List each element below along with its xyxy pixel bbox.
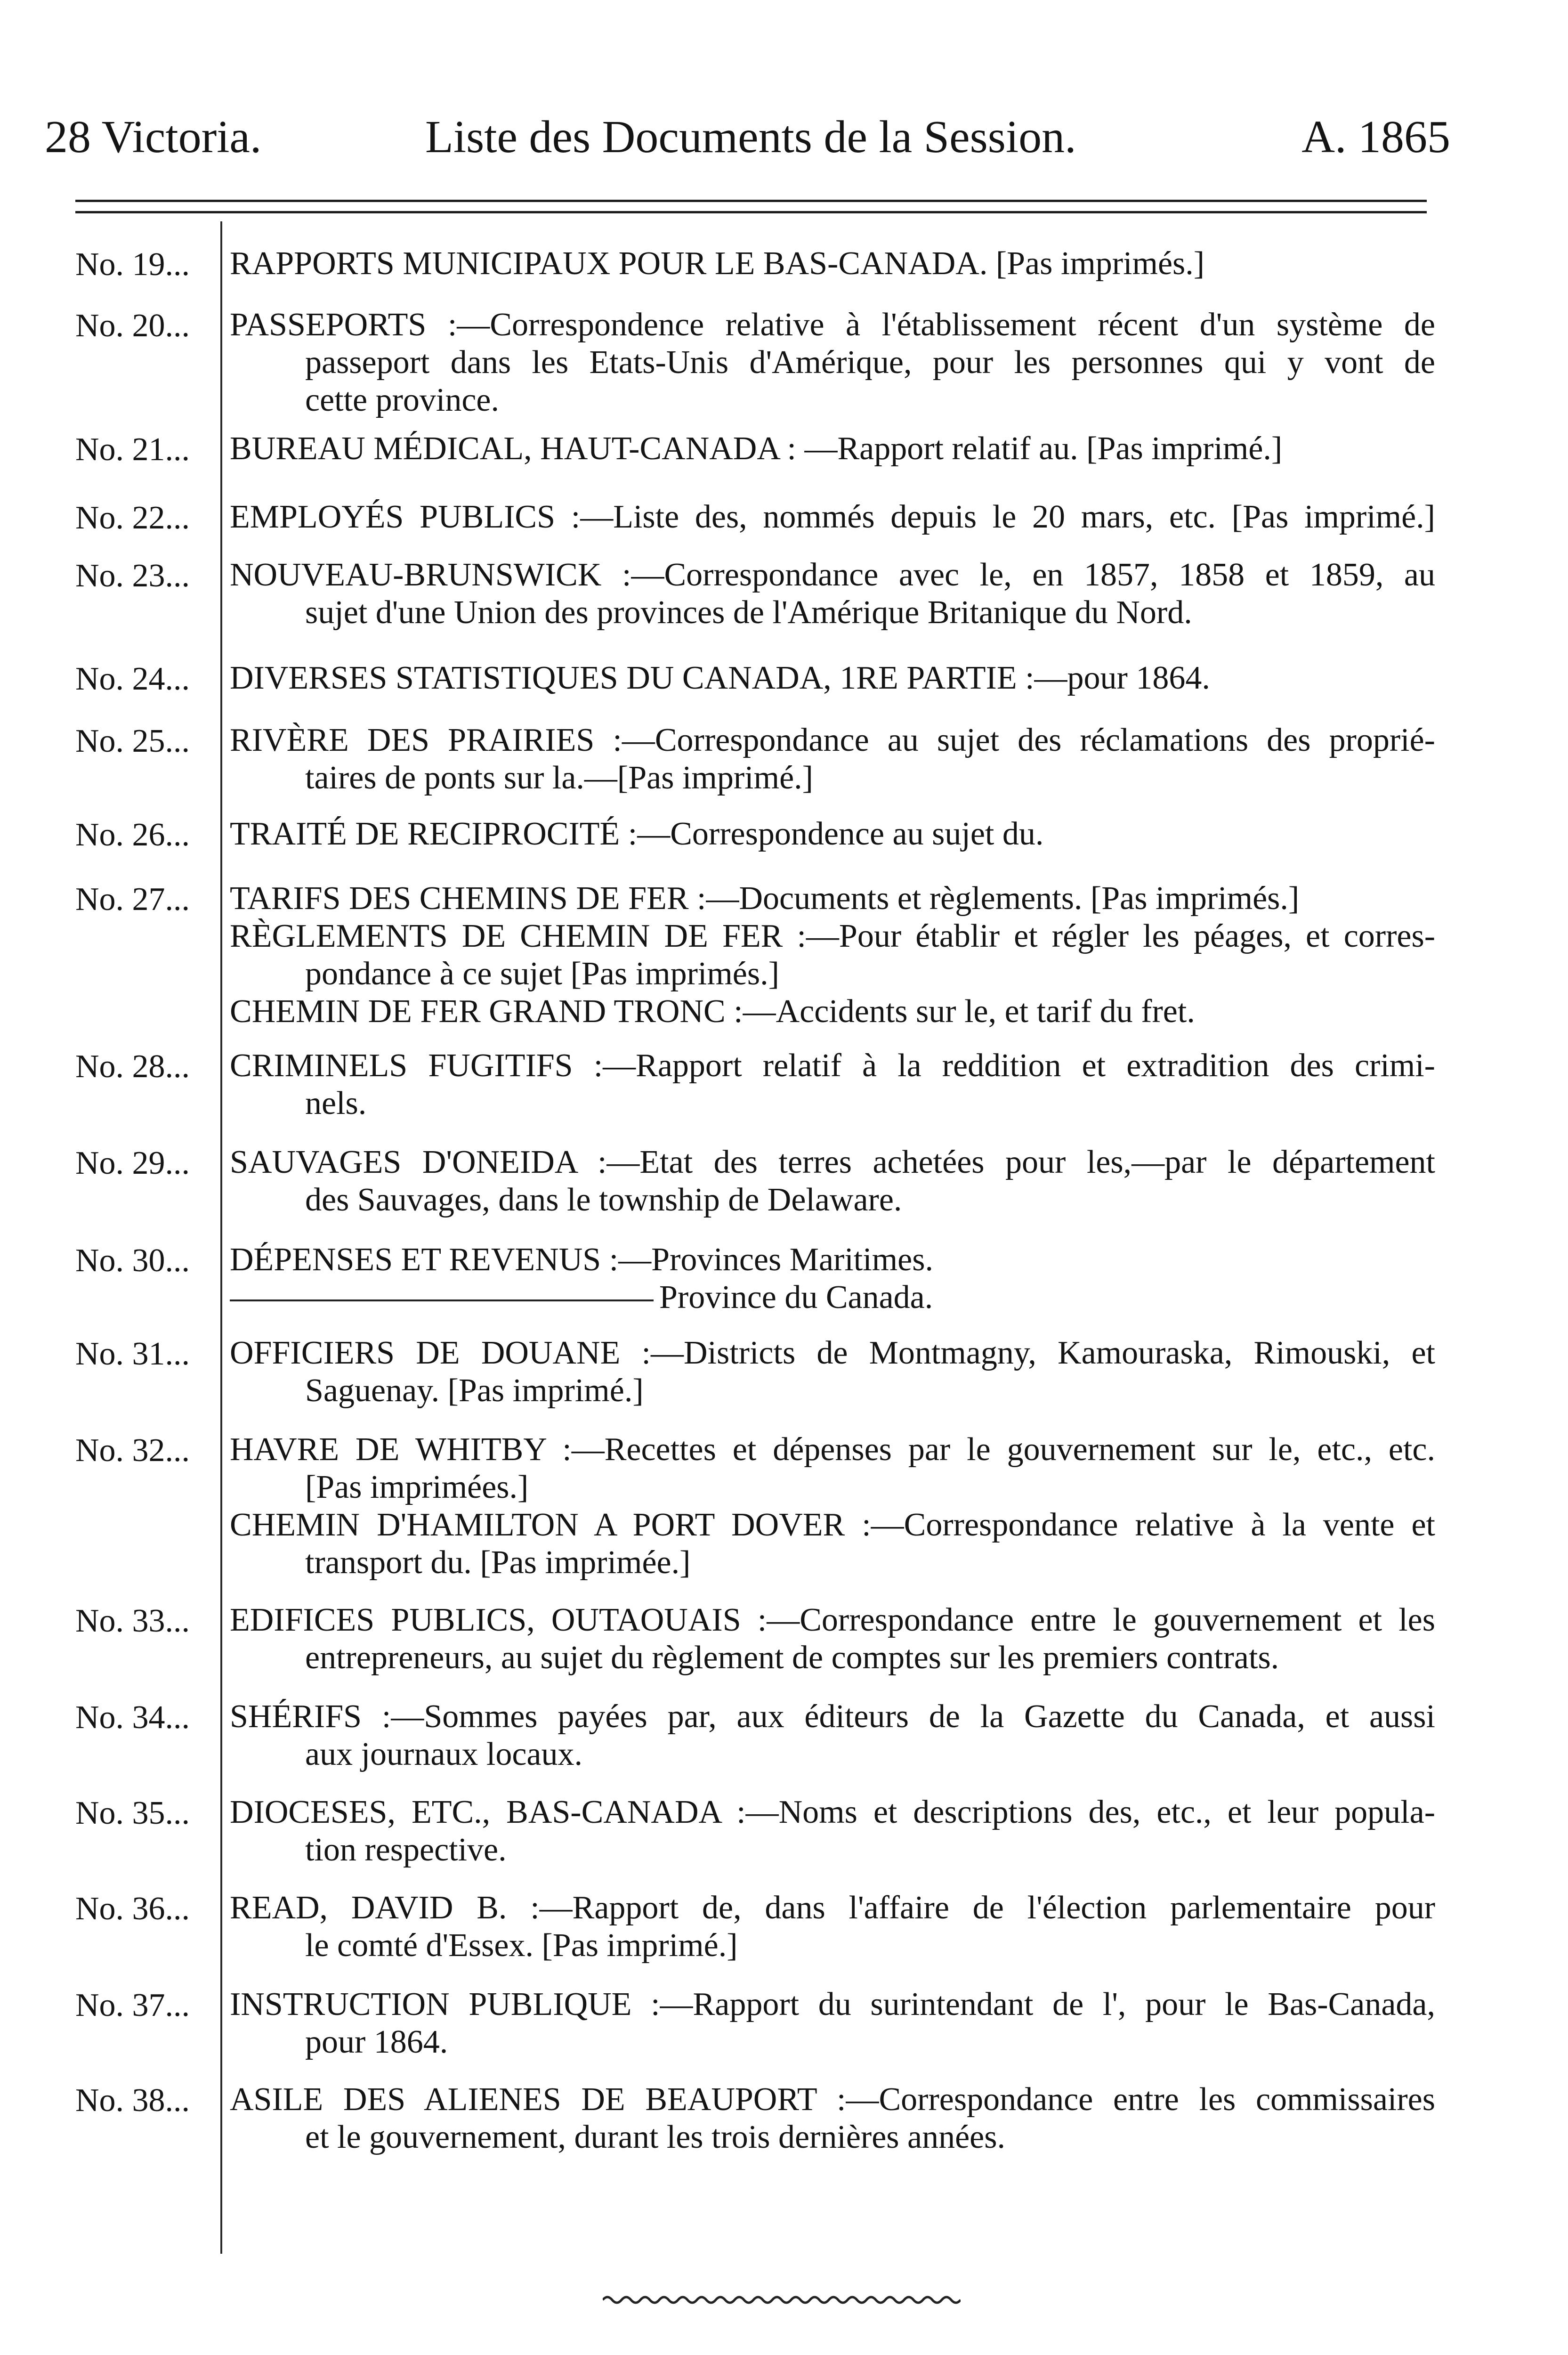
entry-line: le comté d'Essex. [Pas imprimé.] bbox=[305, 1927, 738, 1964]
entry-number: No. 21... bbox=[75, 431, 190, 468]
entry-line: DIVERSES STATISTIQUES DU CANADA, 1RE PARTIE :—pour 1864. bbox=[230, 660, 1210, 696]
entry-line: HAVRE DE WHITBY :—Recettes et dépenses par le gouvernement sur le, etc., etc. bbox=[230, 1431, 1435, 1468]
entry-number: No. 26... bbox=[75, 817, 190, 853]
ditto-rule bbox=[230, 1299, 654, 1301]
entry-number: No. 20... bbox=[75, 308, 190, 344]
entry-line: SHÉRIFS :—Sommes payées par, aux éditeurs de la Gazette du Canada, et aussi bbox=[230, 1698, 1435, 1735]
column-divider bbox=[220, 221, 222, 2254]
entry-line: aux journaux locaux. bbox=[305, 1736, 582, 1772]
entry-line-continued bbox=[230, 1280, 1435, 1317]
entry-line: passeport dans les Etats-Unis d'Amérique, pour les personnes qui y vont de bbox=[305, 344, 1435, 381]
entry-number: No. 23... bbox=[75, 558, 190, 594]
entry-line: READ, DAVID B. :—Rapport de, dans l'affaire de l'élection parlementaire pour bbox=[230, 1890, 1435, 1926]
entry-line: des Sauvages, dans le township de Delaware. bbox=[305, 1182, 902, 1218]
entry-number: No. 36... bbox=[75, 1891, 190, 1927]
entry-line: taires de ponts sur la.—[Pas imprimé.] bbox=[305, 760, 813, 796]
entry-number: No. 30... bbox=[75, 1242, 190, 1279]
entry-line: CRIMINELS FUGITIFS :—Rapport relatif à la reddition et extradition des crimi- bbox=[230, 1048, 1435, 1084]
entry-number: No. 22... bbox=[75, 500, 190, 536]
entry-number: No. 38... bbox=[75, 2082, 190, 2119]
entry-line: BUREAU MÉDICAL, HAUT-CANADA : —Rapport relatif au. [Pas imprimé.] bbox=[230, 430, 1283, 467]
entry-line: NOUVEAU-BRUNSWICK :—Correspondance avec le, en 1857, 1858 et 1859, au bbox=[230, 557, 1435, 593]
entry-number: No. 34... bbox=[75, 1699, 190, 1736]
header-rule-top bbox=[75, 200, 1427, 202]
entry-line: CHEMIN DE FER GRAND TRONC :—Accidents sur le, et tarif du fret. bbox=[230, 993, 1195, 1030]
entry-line: OFFICIERS DE DOUANE :—Districts de Montmagny, Kamouraska, Rimouski, et bbox=[230, 1335, 1435, 1371]
entry-line: nels. bbox=[305, 1085, 367, 1121]
entry-line: transport du. [Pas imprimée.] bbox=[305, 1544, 691, 1581]
entry-line: tion respective. bbox=[305, 1832, 507, 1868]
entry-number: No. 32... bbox=[75, 1432, 190, 1469]
entry-line: Province du Canada. bbox=[659, 1279, 933, 1316]
entry-line: pondance à ce sujet [Pas imprimés.] bbox=[305, 956, 779, 992]
entry-line: CHEMIN D'HAMILTON A PORT DOVER :—Correspondance relative à la vente et bbox=[230, 1507, 1435, 1543]
entry-number: No. 35... bbox=[75, 1795, 190, 1831]
entry-line: INSTRUCTION PUBLIQUE :—Rapport du surintendant de l', pour le Bas-Canada, bbox=[230, 1986, 1435, 2022]
entry-number: No. 19... bbox=[75, 246, 190, 283]
header-left: 28 Victoria. bbox=[45, 112, 262, 162]
entry-line: RIVÈRE DES PRAIRIES :—Correspondance au sujet des réclamations des proprié- bbox=[230, 722, 1435, 758]
entry-number: No. 29... bbox=[75, 1145, 190, 1181]
entry-number: No. 33... bbox=[75, 1603, 190, 1639]
entry-line: ASILE DES ALIENES DE BEAUPORT :—Correspondance entre les commissaires bbox=[230, 2081, 1435, 2118]
header-title: Liste des Documents de la Session. bbox=[425, 112, 1076, 162]
entry-line: TARIFS DES CHEMINS DE FER :—Documents et règlements. [Pas imprimés.] bbox=[230, 880, 1300, 917]
entry-line: Saguenay. [Pas imprimé.] bbox=[305, 1372, 644, 1409]
entry-line: TRAITÉ DE RECIPROCITÉ :—Correspondence au sujet du. bbox=[230, 816, 1044, 852]
entry-line: sujet d'une Union des provinces de l'Amérique Britanique du Nord. bbox=[305, 594, 1192, 631]
entry-line: SAUVAGES D'ONEIDA :—Etat des terres achetées pour les,—par le département bbox=[230, 1144, 1435, 1180]
entry-line: DIOCESES, ETC., BAS-CANADA :—Noms et descriptions des, etc., et leur popula- bbox=[230, 1794, 1435, 1830]
entry-number: No. 27... bbox=[75, 881, 190, 918]
entry-line: [Pas imprimées.] bbox=[305, 1469, 529, 1505]
closing-ornament bbox=[603, 2293, 961, 2307]
entry-line: EMPLOYÉS PUBLICS :—Liste des, nommés depuis le 20 mars, etc. [Pas imprimé.] bbox=[230, 499, 1435, 535]
entry-line: RAPPORTS MUNICIPAUX POUR LE BAS-CANADA. [Pas imprimés.] bbox=[230, 245, 1205, 282]
entry-line: EDIFICES PUBLICS, OUTAOUAIS :—Correspondance entre le gouvernement et les bbox=[230, 1602, 1435, 1638]
entry-number: No. 24... bbox=[75, 661, 190, 697]
entry-number: No. 28... bbox=[75, 1048, 190, 1085]
entry-line: cette province. bbox=[305, 382, 500, 418]
entry-line: pour 1864. bbox=[305, 2024, 448, 2060]
entry-number: No. 37... bbox=[75, 1987, 190, 2023]
entry-number: No. 31... bbox=[75, 1336, 190, 1372]
entry-line: entrepreneurs, au sujet du règlement de comptes sur les premiers contrats. bbox=[305, 1640, 1279, 1676]
entry-line: et le gouvernement, durant les trois dernières années. bbox=[305, 2119, 1005, 2155]
header-year: A. 1865 bbox=[1301, 112, 1450, 162]
running-header bbox=[45, 111, 1450, 172]
entry-line: DÉPENSES ET REVENUS :—Provinces Maritimes. bbox=[230, 1242, 933, 1278]
entry-line: PASSEPORTS :—Correspondence relative à l'établissement récent d'un système de bbox=[230, 307, 1435, 343]
entry-number: No. 25... bbox=[75, 723, 190, 759]
header-rule-bottom bbox=[75, 211, 1427, 213]
entry-line: RÈGLEMENTS DE CHEMIN DE FER :—Pour établir et régler les péages, et corres- bbox=[230, 918, 1435, 954]
